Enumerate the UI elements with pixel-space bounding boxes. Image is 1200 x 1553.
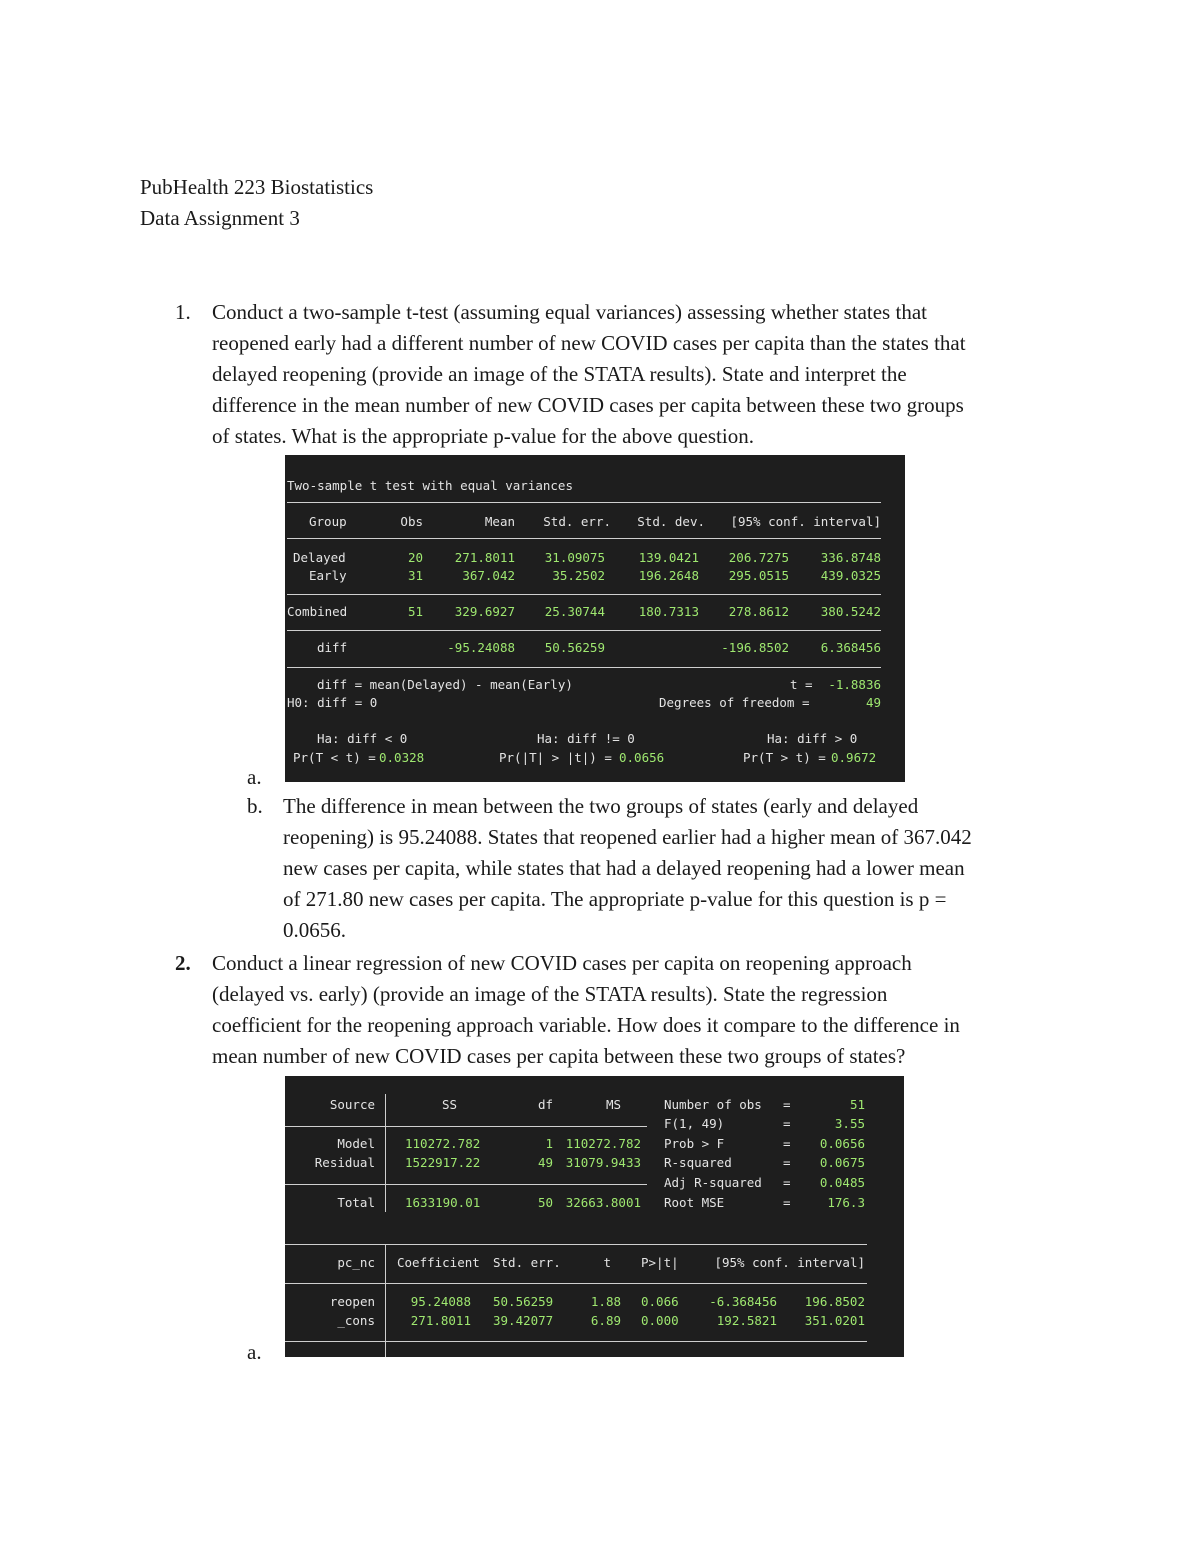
ttest-combined-se: 25.30744	[544, 604, 605, 619]
anova-model-ms: 110272.782	[565, 1136, 641, 1151]
ttest-p-greater-label: Pr(T > t) =	[743, 750, 826, 765]
coef-row-name: reopen	[329, 1294, 375, 1309]
anova-header-ms: MS	[605, 1097, 621, 1112]
ttest-diff-mean: -95.24088	[447, 640, 515, 655]
ttest-rule	[287, 667, 881, 668]
anova-residual-ss: 1522917.22	[405, 1155, 481, 1170]
question-2-line: mean number of new COVID cases per capita between these two groups of states?	[212, 1044, 906, 1068]
ttest-row-se: 35.2502	[552, 568, 605, 583]
ttest-row-obs: 31	[407, 568, 423, 583]
ttest-row-ci-low: 206.7275	[728, 550, 789, 565]
anova-total-label: Total	[337, 1195, 375, 1210]
anova-total-df: 50	[537, 1195, 553, 1210]
stat-label: Number of obs	[664, 1097, 762, 1112]
coef-header-p: P>|t|	[641, 1255, 679, 1270]
ttest-combined-sd: 180.7313	[638, 604, 699, 619]
question-2-number: 2.	[175, 951, 191, 975]
coef-row-p: 0.066	[641, 1294, 679, 1309]
ttest-row-se: 31.09075	[544, 550, 605, 565]
anova-total-ss: 1633190.01	[405, 1195, 481, 1210]
anova-model-df: 1	[545, 1136, 553, 1151]
anova-header-ss: SS	[441, 1097, 457, 1112]
question-1a-label: a.	[247, 765, 262, 789]
answer-line: 0.0656.	[283, 918, 346, 942]
ttest-rule	[287, 630, 881, 631]
ttest-ha-less: Ha: diff < 0	[317, 731, 408, 746]
stat-value: 51	[849, 1097, 865, 1112]
coef-row-ci-low: -6.368456	[709, 1294, 777, 1309]
coef-row-coef: 95.24088	[410, 1294, 471, 1309]
ttest-ha-not-equal: Ha: diff != 0	[537, 731, 635, 746]
ttest-header-group: Group	[309, 514, 347, 529]
ttest-df-value: 49	[865, 695, 881, 710]
coef-row-se: 50.56259	[493, 1294, 554, 1309]
ttest-t-label: t =	[790, 677, 813, 692]
coef-row-coef: 271.8011	[410, 1313, 471, 1328]
stat-label: Prob > F	[664, 1136, 725, 1151]
coef-header-t: t	[603, 1255, 611, 1270]
anova-model-label: Model	[337, 1136, 375, 1151]
coef-row-name: _cons	[337, 1313, 375, 1328]
anova-rule	[285, 1184, 647, 1185]
stat-eq: =	[783, 1136, 791, 1151]
anova-divider	[385, 1094, 386, 1212]
ttest-header-ci: [95% conf. interval]	[730, 514, 881, 529]
ttest-header-mean: Mean	[484, 514, 515, 529]
anova-residual-df: 49	[537, 1155, 553, 1170]
stat-eq: =	[783, 1116, 791, 1131]
anova-rule	[285, 1126, 647, 1127]
ttest-diff-definition: diff = mean(Delayed) - mean(Early)	[317, 677, 573, 692]
ttest-df-label: Degrees of freedom =	[659, 695, 810, 710]
stat-label: F(1, 49)	[664, 1116, 725, 1131]
ttest-combined-group: Combined	[287, 604, 348, 619]
ttest-row-obs: 20	[407, 550, 423, 565]
ttest-null-hypothesis: H0: diff = 0	[287, 695, 378, 710]
question-1-answer	[283, 791, 972, 946]
ttest-row-ci-high: 439.0325	[820, 568, 881, 583]
ttest-row-group: Delayed	[293, 550, 346, 565]
ttest-output-image	[285, 455, 905, 782]
coef-row-se: 39.42077	[493, 1313, 554, 1328]
coef-rule	[285, 1283, 867, 1284]
ttest-rule	[287, 502, 881, 503]
question-1-line: delayed reopening (provide an image of the STATA results). State and interpret the	[212, 362, 907, 386]
coef-header-se: Std. err.	[493, 1255, 561, 1270]
question-1-line: difference in the mean number of new COVID cases per capita between these two groups	[212, 393, 964, 417]
ttest-rule	[287, 594, 881, 595]
question-2-line: Conduct a linear regression of new COVID cases per capita on reopening approach	[212, 951, 912, 975]
coef-row-p: 0.000	[641, 1313, 679, 1328]
ttest-diff-se: 50.56259	[544, 640, 605, 655]
question-1b-label: b.	[247, 794, 263, 818]
ttest-row-ci-low: 295.0515	[728, 568, 789, 583]
coef-row-ci-high: 196.8502	[804, 1294, 865, 1309]
ttest-header-se: Std. err.	[543, 514, 611, 529]
stat-eq: =	[783, 1195, 791, 1210]
coef-rule	[285, 1341, 867, 1342]
coef-row-ci-high: 351.0201	[804, 1313, 865, 1328]
anova-model-ss: 110272.782	[405, 1136, 481, 1151]
ttest-header-sd: Std. dev.	[637, 514, 705, 529]
anova-residual-ms: 31079.9433	[565, 1155, 641, 1170]
answer-line: The difference in mean between the two groups of states (early and delayed	[283, 794, 919, 818]
stat-eq: =	[783, 1175, 791, 1190]
ttest-title: Two-sample t test with equal variances	[287, 478, 573, 493]
anova-total-ms: 32663.8001	[565, 1195, 641, 1210]
anova-header-df: df	[537, 1097, 553, 1112]
ttest-diff-ci-low: -196.8502	[721, 640, 789, 655]
ttest-p-less: 0.0328	[379, 750, 425, 765]
anova-residual-label: Residual	[314, 1155, 375, 1170]
stat-label: R-squared	[664, 1155, 732, 1170]
coef-row-t: 1.88	[590, 1294, 621, 1309]
ttest-row-ci-high: 336.8748	[820, 550, 881, 565]
ttest-combined-ci-high: 380.5242	[820, 604, 881, 619]
ttest-p-two-sided-label: Pr(|T| > |t|) =	[499, 750, 612, 765]
question-1-line: reopened early had a different number of new COVID cases per capita than the states that	[212, 331, 966, 355]
answer-line: reopening) is 95.24088. States that reopened earlier had a higher mean of 367.042	[283, 825, 972, 849]
ttest-p-greater: 0.9672	[831, 750, 877, 765]
ttest-diff-ci-high: 6.368456	[820, 640, 881, 655]
answer-line: of 271.80 new cases per capita. The appropriate p-value for this question is p =	[283, 887, 947, 911]
coef-header-dep: pc_nc	[337, 1255, 375, 1270]
ttest-combined-mean: 329.6927	[454, 604, 515, 619]
stat-value: 176.3	[827, 1195, 865, 1210]
course-title: PubHealth 223 Biostatistics	[140, 175, 374, 199]
stat-value: 0.0675	[819, 1155, 865, 1170]
coef-row-t: 6.89	[590, 1313, 621, 1328]
anova-header-source: Source	[329, 1097, 375, 1112]
ttest-ha-greater: Ha: diff > 0	[767, 731, 858, 746]
stat-eq: =	[783, 1097, 791, 1112]
answer-line: new cases per capita, while states that had a delayed reopening had a lower mean	[283, 856, 965, 880]
ttest-p-two-sided: 0.0656	[619, 750, 665, 765]
coef-rule	[285, 1244, 867, 1245]
coef-header-ci: [95% conf. interval]	[714, 1255, 865, 1270]
stat-value: 0.0485	[819, 1175, 865, 1190]
question-2-line: (delayed vs. early) (provide an image of the STATA results). State the regression	[212, 982, 888, 1006]
question-1-number: 1.	[175, 300, 191, 324]
question-2-text	[212, 948, 960, 1072]
ttest-header-obs: Obs	[400, 514, 423, 529]
assignment-title: Data Assignment 3	[140, 206, 300, 230]
regression-output-image	[285, 1076, 904, 1357]
question-1-text	[212, 297, 966, 452]
ttest-combined-ci-low: 278.8612	[728, 604, 789, 619]
ttest-combined-obs: 51	[407, 604, 423, 619]
ttest-row-sd: 139.0421	[638, 550, 699, 565]
question-2-line: coefficient for the reopening approach variable. How does it compare to the difference in	[212, 1013, 960, 1037]
ttest-row-mean: 367.042	[462, 568, 515, 583]
ttest-row-mean: 271.8011	[454, 550, 515, 565]
question-1-line: Conduct a two-sample t-test (assuming equal variances) assessing whether states that	[212, 300, 927, 324]
ttest-row-sd: 196.2648	[638, 568, 699, 583]
stat-value: 3.55	[834, 1116, 865, 1131]
question-2a-label: a.	[247, 1340, 262, 1364]
stat-label: Root MSE	[664, 1195, 725, 1210]
ttest-row-group: Early	[309, 568, 347, 583]
question-1-line: of states. What is the appropriate p-value for the above question.	[212, 424, 754, 448]
coef-header-coef: Coefficient	[397, 1255, 480, 1270]
coef-row-ci-low: 192.5821	[716, 1313, 777, 1328]
ttest-rule	[287, 538, 881, 539]
stat-label: Adj R-squared	[664, 1175, 762, 1190]
stat-eq: =	[783, 1155, 791, 1170]
ttest-p-less-label: Pr(T < t) =	[293, 750, 376, 765]
ttest-diff-group: diff	[317, 640, 348, 655]
stat-value: 0.0656	[819, 1136, 865, 1151]
ttest-t-value: -1.8836	[828, 677, 881, 692]
